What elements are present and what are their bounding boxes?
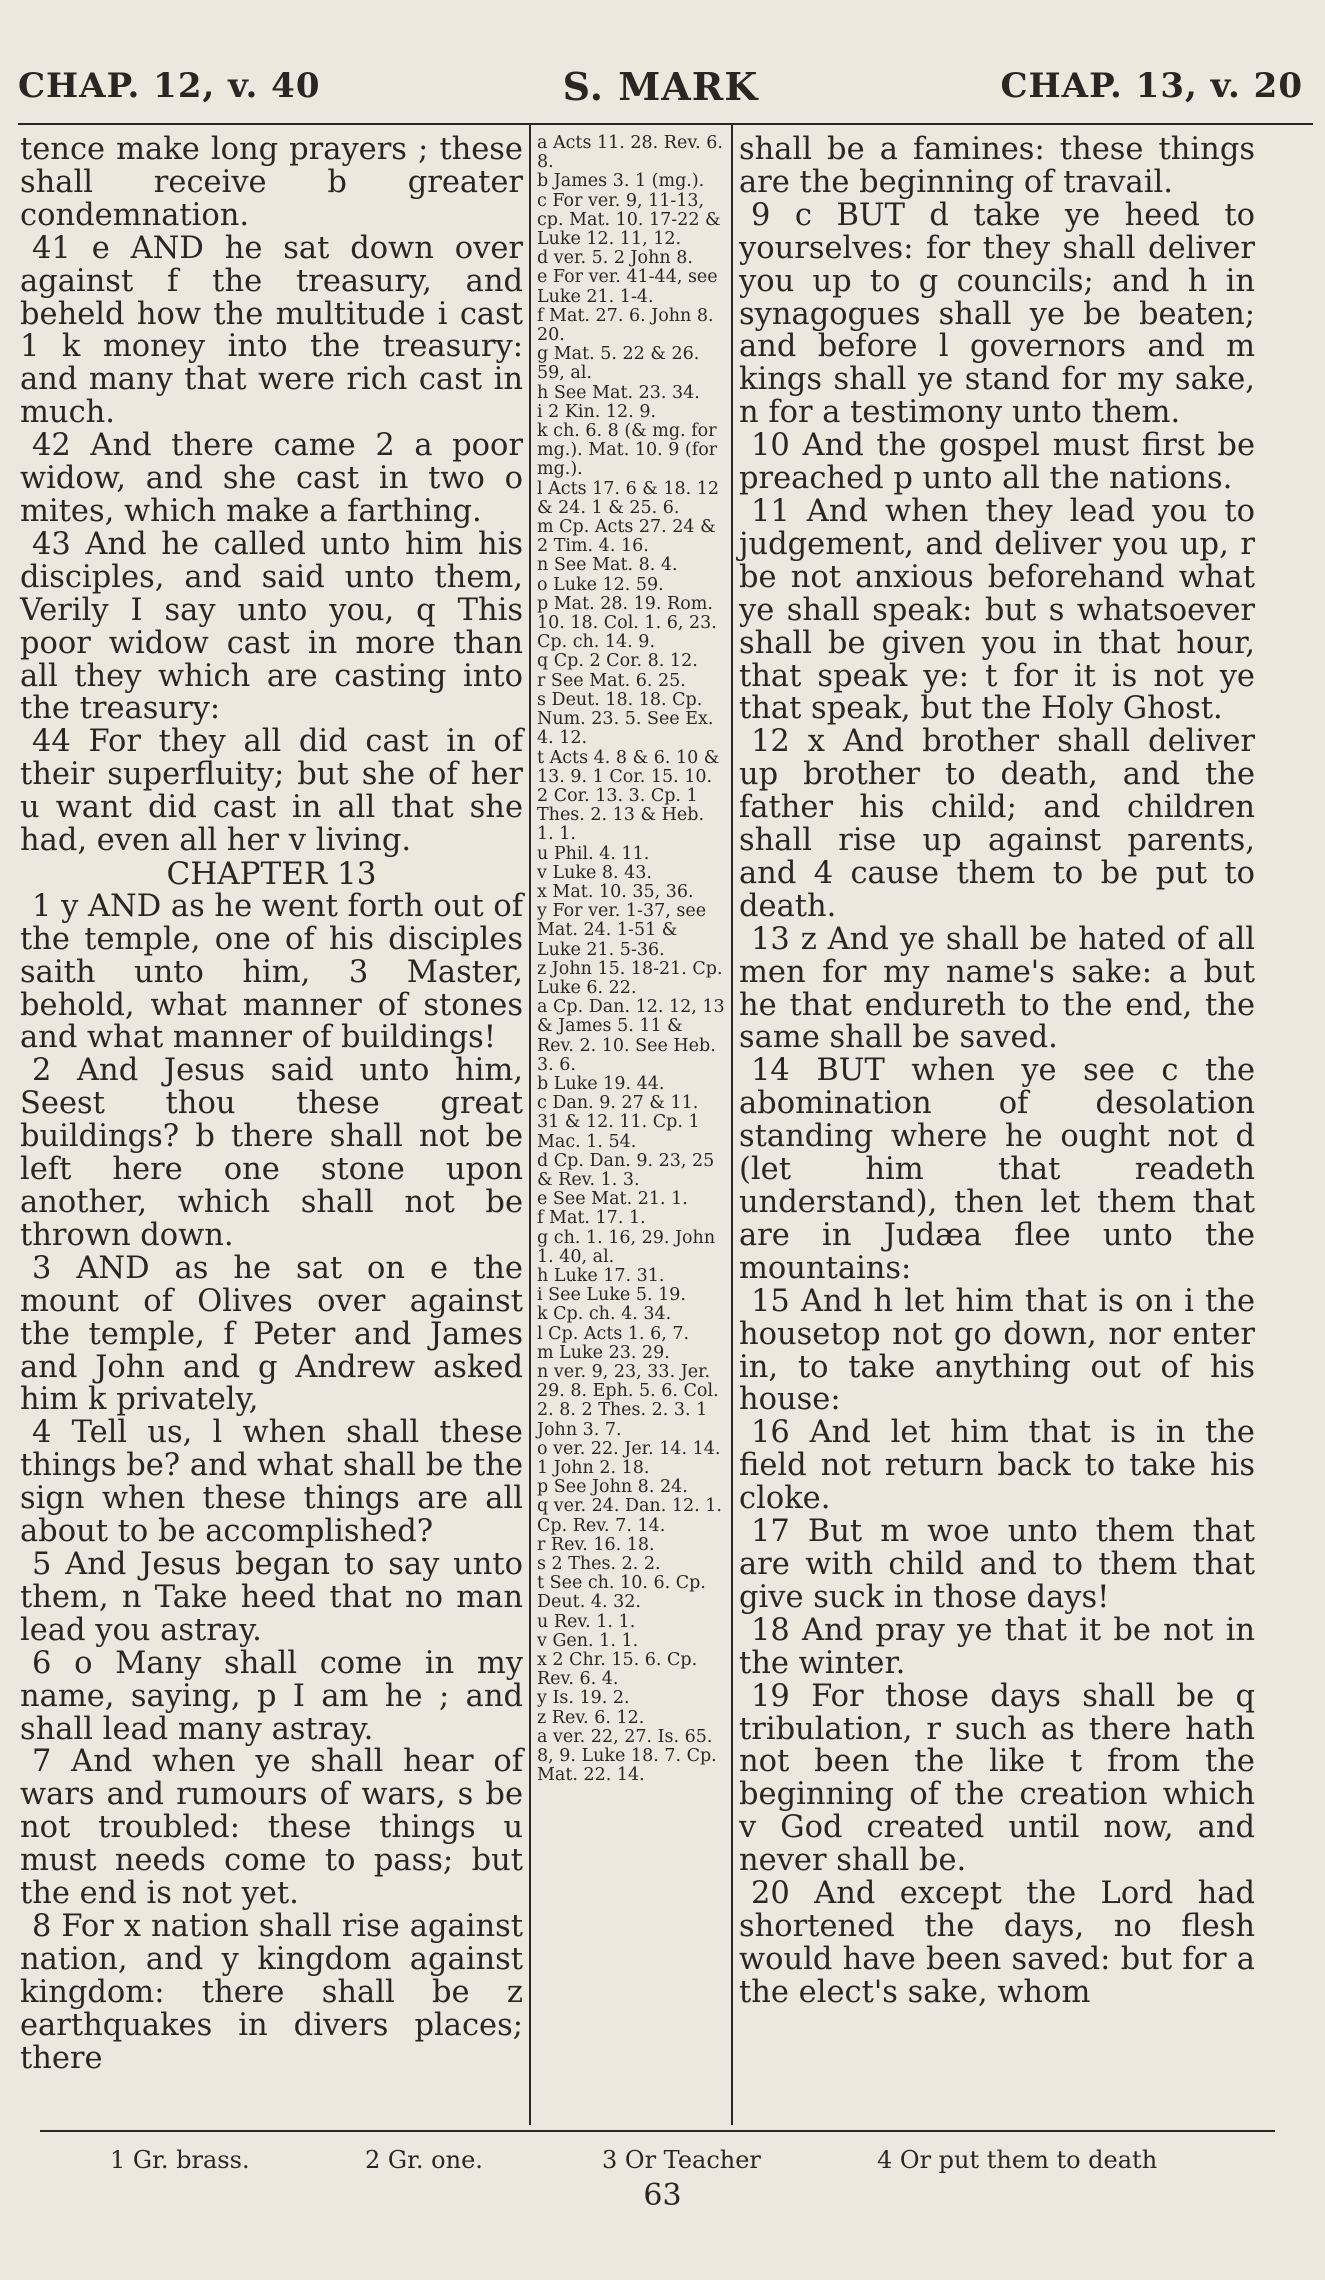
verse: 12 x And brother shall deliver up brother to death, and the father his child; and children shall rise up against parents, and 4 cause them to be put to death. — [739, 724, 1255, 924]
verse: 10 And the gospel must first be preached p unto all the nations. — [739, 428, 1255, 497]
verse: 16 And let him that is in the field not return back to take his cloke. — [739, 1415, 1255, 1517]
cross-reference: k ch. 6. 8 (& mg. for mg.). Mat. 10. 9 (for mg.). — [537, 421, 718, 480]
cross-reference: u Phil. 4. 11. — [537, 843, 650, 864]
cross-reference: c Dan. 9. 27 & 11. 31 & 12. 11. Cp. 1 Mac. 1. 54. — [537, 1093, 700, 1152]
cross-reference: p See John 8. 24. — [537, 1477, 688, 1498]
cross-reference: d Cp. Dan. 9. 23, 25 & Rev. 1. 3. — [537, 1150, 715, 1190]
cross-reference: t Acts 4. 8 & 6. 10 & 13. 9. 1 Cor. 15. 10. 2 Cor. 13. 3. Cp. 1 Thes. 2. 13 & Heb. 1. 1. — [537, 747, 720, 845]
verse: tence make long prayers ; these shall receive b greater condemnation. — [20, 132, 523, 233]
cross-reference: y Is. 19. 2. — [537, 1688, 630, 1709]
footnote-rule — [40, 2130, 1275, 2132]
verse: 41 e AND he sat down over against f the treasury, and beheld how the multitude i cast 1 k money into the treasury: and many that were rich cast in much. — [20, 230, 523, 431]
page-number: 63 — [643, 2178, 682, 2213]
cross-reference: h See Mat. 23. 34. — [537, 382, 700, 403]
verse: 15 And h let him that is on i the housetop not go down, nor enter in, to take anything out of his house: — [739, 1283, 1255, 1418]
header-rule — [18, 123, 1313, 125]
footnote: 3 Or Teacher — [602, 2146, 761, 2174]
cross-reference: o Luke 12. 59. — [537, 574, 664, 595]
cross-reference: z John 15. 18-21. Cp. Luke 6. 22. — [537, 958, 723, 998]
cross-reference: h Luke 17. 31. — [537, 1265, 665, 1286]
cross-reference: b James 3. 1 (mg.). — [537, 171, 705, 192]
cross-reference: x 2 Chr. 15. 6. Cp. Rev. 6. 4. — [537, 1650, 698, 1690]
cross-reference: x Mat. 10. 35, 36. — [537, 881, 694, 902]
cross-reference: s Deut. 18. 18. Cp. Num. 23. 5. See Ex. 4. 12. — [537, 689, 714, 749]
column-divider-right — [731, 125, 733, 2125]
cross-reference: b Luke 19. 44. — [537, 1073, 665, 1094]
cross-reference: i See Luke 5. 19. — [537, 1285, 686, 1306]
verse: 19 For those days shall be q tribulation, r such as there hath not been the like t from the beginning of the creation which v God created until now, and never shall be. — [739, 1678, 1255, 1879]
cross-reference: g Mat. 5. 22 & 26. 59, al. — [537, 344, 700, 384]
cross-reference: k Cp. ch. 4. 34. — [537, 1304, 672, 1325]
cross-reference: u Rev. 1. 1. — [537, 1611, 636, 1632]
cross-reference: i 2 Kin. 12. 9. — [537, 401, 657, 422]
cross-reference: c For ver. 9, 11-13, cp. Mat. 10. 17-22 & Luke 12. 11, 12. — [537, 190, 721, 250]
cross-reference: n ver. 9, 23, 33. Jer. 29. 8. Eph. 5. 6. Col. 2. 8. 2 Thes. 2. 3. 1 John 3. 7. — [537, 1362, 719, 1440]
footnote: 4 Or put them to death — [877, 2146, 1158, 2174]
verse: 2 And Jesus said unto him, Seest thou these great buildings? b there shall not be left here one stone upon another, which shall not be thrown down. — [20, 1053, 523, 1253]
cross-reference: r See Mat. 6. 25. — [537, 670, 686, 691]
cross-reference: e See Mat. 21. 1. — [537, 1189, 688, 1210]
header-left-reference: CHAP. 12, v. 40 — [18, 66, 321, 106]
cross-reference: q Cp. 2 Cor. 8. 12. — [537, 651, 698, 672]
header-right-reference: CHAP. 13, v. 20 — [1000, 66, 1303, 106]
verse: 3 AND as he sat on e the mount of Olives over against the temple, f Peter and James and John and g Andrew asked him k privately, — [20, 1250, 523, 1418]
cross-reference: l Cp. Acts 1. 6, 7. — [537, 1323, 690, 1344]
verse: 4 Tell us, l when shall these things be? and what shall be the sign when these things are all about to be accomplished? — [20, 1415, 523, 1550]
cross-reference: z Rev. 6. 12. — [537, 1707, 645, 1728]
cross-reference-column — [537, 134, 725, 1785]
cross-reference: d ver. 5. 2 John 8. — [537, 248, 693, 269]
verse: 14 BUT when ye see c the abomination of desolation standing where he ought not d (let him that readeth understand), then let them that are in Judæa flee unto the mountains: — [739, 1053, 1255, 1286]
cross-reference: o ver. 22. Jer. 14. 14. 1 John 2. 18. — [537, 1438, 721, 1479]
verse: 1 y AND as he went forth out of the temple, one of his disciples saith unto him, 3 Master, behold, what manner of stones and what manner of buildings! — [20, 888, 523, 1056]
verse: 7 And when ye shall hear of wars and rumours of wars, s be not troubled: these things u must needs come to pass; but the end is not yet. — [20, 1744, 523, 1912]
cross-reference: r Rev. 16. 18. — [537, 1534, 655, 1555]
verse: 9 c BUT d take ye heed to yourselves: for they shall deliver you up to g councils; and h in synagogues shall ye be beaten; and before l governors and m kings shall ye stand for my sake, n for a testimony unto them. — [739, 197, 1255, 431]
column-divider-left — [529, 125, 531, 2125]
verse: 42 And there came 2 a poor widow, and she cast in two o mites, which make a farthing. — [20, 428, 523, 529]
verse: 18 And pray ye that it be not in the winter. — [739, 1612, 1255, 1681]
verse: 11 And when they lead you to judgement, and deliver you up, r be not anxious beforehand what ye shall speak: but s whatsoever shall be given you in that hour, that speak ye: t for it is not ye that speak, but the Holy Ghost. — [739, 493, 1255, 727]
cross-reference: n See Mat. 8. 4. — [537, 555, 678, 576]
cross-reference: f Mat. 27. 6. John 8. 20. — [537, 305, 714, 346]
cross-reference: v Gen. 1. 1. — [537, 1630, 639, 1651]
cross-reference: a ver. 22, 27. Is. 65. 8, 9. Luke 18. 7. Cp. Mat. 22. 14. — [537, 1726, 717, 1786]
verse: 20 And except the Lord had shortened the days, no flesh would have been saved: but for a the elect's sake, whom — [739, 1876, 1255, 2010]
verse: 17 But m woe unto them that are with child and to them that give suck in those days! — [739, 1514, 1255, 1615]
cross-reference: f Mat. 17. 1. — [537, 1208, 646, 1229]
chapter-heading: CHAPTER 13 — [166, 855, 377, 892]
verse: 44 For they all did cast in of their superfluity; but she of her u want did cast in all that she had, even all her v living. — [20, 724, 523, 859]
cross-reference: a Acts 11. 28. Rev. 6. 8. — [537, 133, 723, 173]
cross-reference: m Luke 23. 29. — [537, 1342, 670, 1363]
verse: 43 And he called unto him his disciples, and said unto them, Verily I say unto you, q This poor widow cast in more than all they which are casting into the treasury: — [20, 526, 523, 727]
verse: 6 o Many shall come in my name, saying, p I am he ; and shall lead many astray. — [20, 1645, 523, 1747]
right-text-column — [739, 134, 1255, 2010]
cross-reference: v Luke 8. 43. — [537, 862, 652, 883]
cross-reference: e For ver. 41-44, see Luke 21. 1-4. — [537, 267, 718, 307]
cross-reference: y For ver. 1-37, see Mat. 24. 1-51 & Luke 21. 5-36. — [537, 901, 707, 960]
cross-reference: s 2 Thes. 2. 2. — [537, 1554, 661, 1575]
footnote: 2 Gr. one. — [365, 2146, 483, 2174]
cross-reference: l Acts 17. 6 & 18. 12 & 24. 1 & 25. 6. — [537, 478, 720, 518]
cross-reference: p Mat. 28. 19. Rom. 10. 18. Col. 1. 6, 23. Cp. ch. 14. 9. — [537, 593, 717, 653]
verse: shall be a famines: these things are the beginning of travail. — [739, 132, 1255, 200]
verse: 5 And Jesus began to say unto them, n Take heed that no man lead you astray. — [20, 1546, 523, 1648]
cross-reference: g ch. 1. 16, 29. John 1. 40, al. — [537, 1227, 716, 1267]
left-text-column — [20, 134, 523, 2075]
footnote: 1 Gr. brass. — [110, 2146, 250, 2174]
verse: 13 z And ye shall be hated of all men for my name's sake: a but he that endureth to the end, the same shall be saved. — [739, 921, 1255, 1056]
verse: 8 For x nation shall rise against nation, and y kingdom against kingdom: there shall be z earthquakes in divers places; there — [20, 1908, 523, 2076]
header-book-title: S. MARK — [562, 64, 759, 109]
running-header — [18, 58, 1303, 118]
cross-reference: a Cp. Dan. 12. 12, 13 & James 5. 11 & Rev. 2. 10. See Heb. 3. 6. — [537, 997, 725, 1075]
cross-reference: q ver. 24. Dan. 12. 1. Cp. Rev. 7. 14. — [537, 1496, 722, 1536]
cross-reference: m Cp. Acts 27. 24 & 2 Tim. 4. 16. — [537, 517, 716, 557]
cross-reference: t See ch. 10. 6. Cp. Deut. 4. 32. — [537, 1573, 706, 1613]
